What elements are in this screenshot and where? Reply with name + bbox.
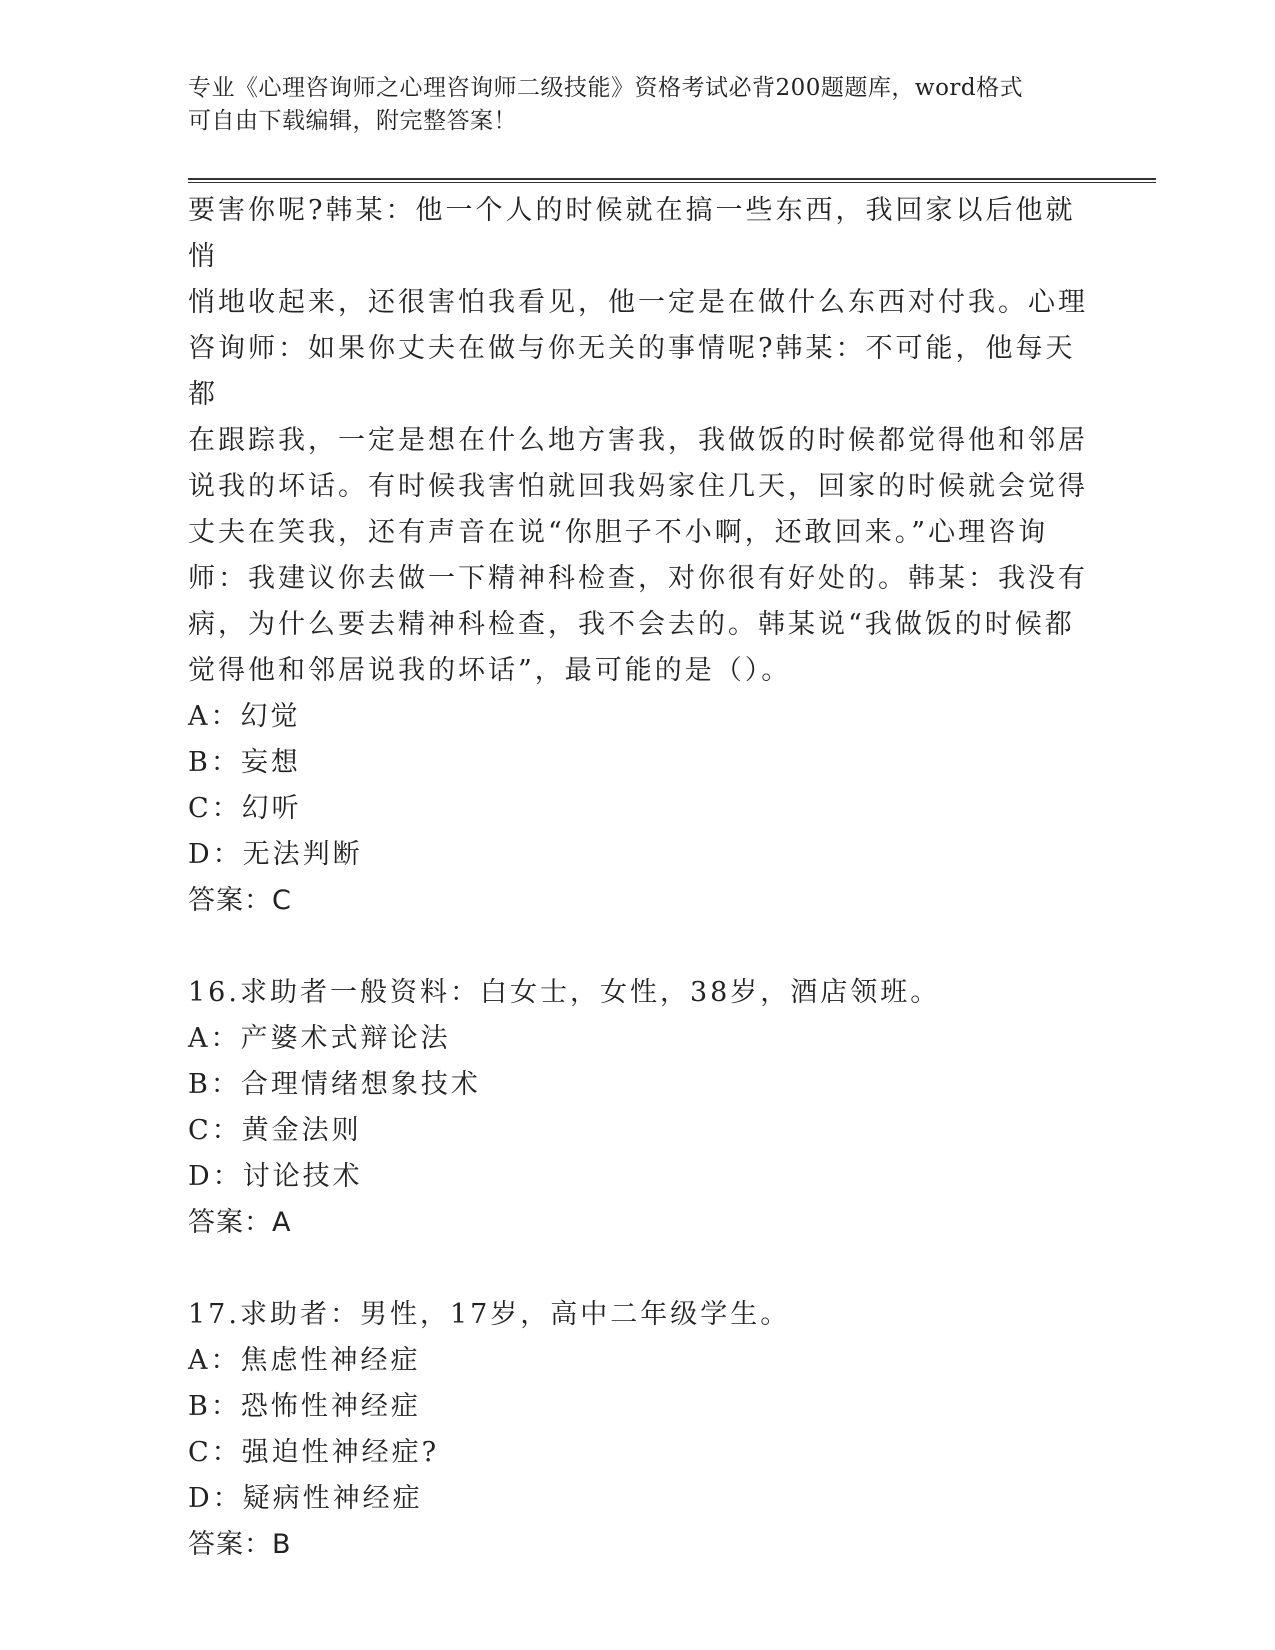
passage-line: 悄地收起来，还很害怕我看见，他一定是在做什么东西对付我。心理 — [188, 287, 1088, 318]
spacer — [188, 924, 1088, 970]
option-d: D：疑病性神经症 — [188, 1483, 423, 1514]
question-stem: 17.求助者：男性，17岁，高中二年级学生。 — [188, 1299, 791, 1330]
header-divider — [188, 178, 1156, 183]
passage-line: 说我的坏话。有时候我害怕就回我妈家住几天，回家的时候就会觉得 — [188, 471, 1088, 502]
question-17-block — [188, 1292, 1088, 1568]
question-stem: 16.求助者一般资料：白女士，女性，38岁，酒店领班。 — [188, 977, 941, 1008]
passage-line: 咨询师：如果你丈夫在做与你无关的事情呢?韩某：不可能，他每天都 — [188, 333, 1076, 410]
passage-line: 丈夫在笑我，还有声音在说“你胆子不小啊，还敢回来。”心理咨询 — [188, 517, 1049, 548]
option-a: A：幻觉 — [188, 701, 301, 732]
passage-line: 觉得他和邻居说我的坏话”，最可能的是（）。 — [188, 655, 792, 686]
document-body — [188, 188, 1088, 1568]
passage-line: 病，为什么要去精神科检查，我不会去的。韩某说“我做饭的时候都 — [188, 609, 1075, 640]
question-15-block — [188, 188, 1088, 924]
answer-line: 答案：C — [188, 885, 292, 916]
option-c: C：黄金法则 — [188, 1115, 362, 1146]
passage-line: 师：我建议你去做一下精神科检查，对你很有好处的。韩某：我没有 — [188, 563, 1088, 594]
spacer — [188, 1246, 1088, 1292]
question-16-block — [188, 970, 1088, 1246]
document-header — [188, 72, 1068, 138]
option-c: C：幻听 — [188, 793, 302, 824]
option-c: C：强迫性神经症? — [188, 1437, 440, 1468]
option-b: B：恐怖性神经症 — [188, 1391, 421, 1422]
header-line-1: 专业《心理咨询师之心理咨询师二级技能》资格考试必背200题题库，word格式 — [188, 75, 1024, 101]
option-b: B：合理情绪想象技术 — [188, 1069, 481, 1100]
passage-line: 要害你呢?韩某：他一个人的时候就在搞一些东西，我回家以后他就悄 — [188, 195, 1076, 272]
option-d: D：讨论技术 — [188, 1161, 363, 1192]
passage-line: 在跟踪我，一定是想在什么地方害我，我做饭的时候都觉得他和邻居 — [188, 425, 1088, 456]
header-line-2: 可自由下载编辑，附完整答案！ — [188, 108, 517, 134]
option-b: B：妄想 — [188, 747, 301, 778]
answer-line: 答案：A — [188, 1207, 292, 1238]
option-d: D：无法判断 — [188, 839, 363, 870]
option-a: A：产婆术式辩论法 — [188, 1023, 451, 1054]
option-a: A：焦虑性神经症 — [188, 1345, 421, 1376]
answer-line: 答案：B — [188, 1529, 292, 1560]
